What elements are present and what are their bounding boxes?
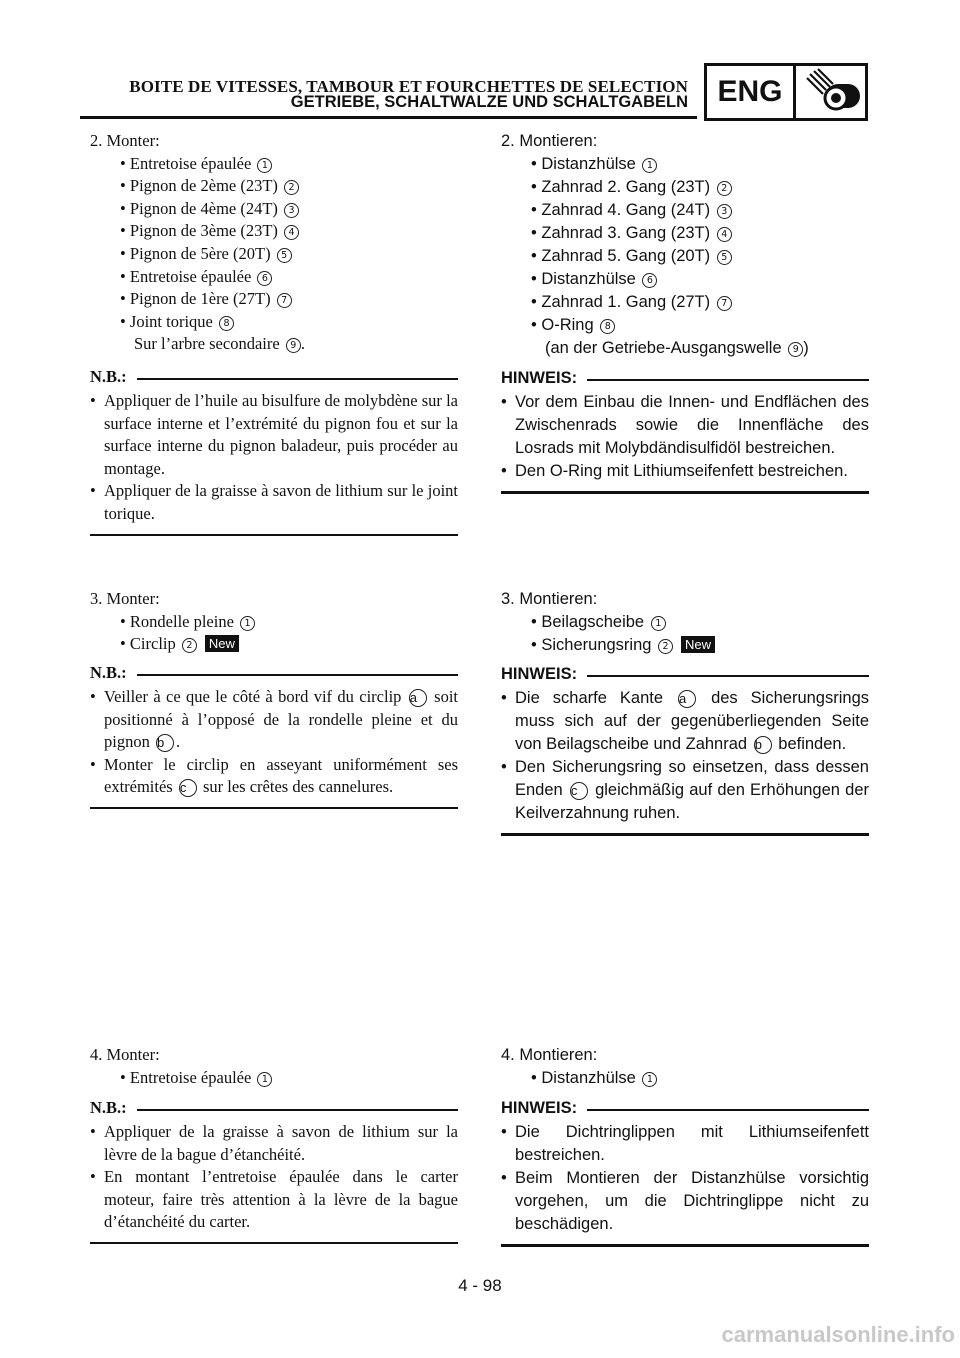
eng-badge: ENG — [704, 63, 796, 121]
header-title-de: GETRIEBE, SCHALTWALZE UND SCHALTGABELN — [290, 93, 688, 111]
list-item: • Entretoise épaulée 1 — [90, 153, 458, 176]
callout-number: 9 — [286, 338, 301, 353]
fr-note-4 — [90, 1097, 458, 1244]
list-item: • Zahnrad 1. Gang (27T) 7 — [501, 291, 869, 314]
wrench-icon — [793, 63, 868, 121]
list-item: • Zahnrad 2. Gang (23T) 2 — [501, 176, 869, 199]
step-title: 4. Montieren: — [501, 1046, 598, 1064]
de-note-2 — [501, 367, 869, 494]
new-part-badge: New — [681, 636, 715, 653]
note-end-rule — [90, 1242, 458, 1245]
note-rule — [137, 378, 458, 381]
note-label: HINWEIS: — [501, 1098, 578, 1117]
note-label: HINWEIS: — [501, 368, 578, 387]
list-item-sub: (an der Getriebe-Ausgangswelle 9 ) — [545, 339, 809, 357]
de-note-3 — [501, 663, 869, 836]
list-item: • Entretoise épaulée 1 — [90, 1067, 458, 1090]
note-item: • Vor dem Einbau die Innen- und Endflächen des Zwischenrads sowie die Innenfläche des Losrads mit Molybdändisulfidöl bestreichen. — [501, 391, 869, 460]
list-item: • Beilagscheibe 1 — [501, 611, 869, 634]
callout-number: 8 — [219, 316, 234, 331]
de-step-4 — [501, 1044, 869, 1090]
step-title: 3. Montieren: — [501, 590, 598, 608]
note-item: • Veiller à ce que le côté à bord vif du circlip a soit positionné à l’opposé de la rondelle pleine et du pignon b . — [90, 686, 458, 754]
fr-note-3 — [90, 662, 458, 809]
callout-number: 2 — [284, 180, 299, 195]
step-title: 2. Montieren: — [501, 132, 598, 150]
callout-number: 2 — [658, 639, 673, 654]
list-item: • Circlip 2 New — [90, 633, 458, 656]
header-rule — [80, 116, 697, 119]
note-rule — [587, 1109, 869, 1112]
note-rule — [137, 1109, 458, 1112]
list-item: • Entretoise épaulée 6 — [90, 266, 458, 289]
list-item: • Pignon de 4ème (24T) 3 — [90, 198, 458, 221]
callout-number: 4 — [284, 225, 299, 240]
note-item: • Die scharfe Kante a des Sicherungsrings muss sich auf der gegenüberliegenden Seite von Beilagscheibe und Zahnrad b befinden. — [501, 687, 869, 756]
watermark: carmanualsonline.info — [721, 1322, 955, 1347]
callout-letter: b — [754, 736, 772, 754]
callout-letter: c — [570, 782, 588, 800]
note-label: N.B.: — [90, 662, 127, 682]
list-item-sub: Sur l’arbre secondaire 9 . — [134, 334, 305, 354]
callout-number: 2 — [717, 181, 732, 196]
callout-number: 1 — [651, 616, 666, 631]
callout-number: 8 — [600, 319, 615, 334]
fr-step-3 — [90, 588, 458, 656]
list-item: • Distanzhülse 1 — [501, 153, 869, 176]
note-rule — [137, 674, 458, 677]
callout-number: 1 — [257, 158, 272, 173]
note-item: • Den O-Ring mit Lithiumseifenfett bestreichen. — [501, 460, 869, 483]
step-title: 4. Monter: — [90, 1045, 160, 1064]
callout-number: 2 — [182, 638, 197, 653]
fr-step-2 — [90, 130, 458, 356]
note-end-rule — [90, 534, 458, 537]
note-item: • Appliquer de la graisse à savon de lithium sur la lèvre de la bague d’étanchéité. — [90, 1121, 458, 1166]
callout-number: 1 — [240, 616, 255, 631]
note-item: • Beim Montieren der Distanzhülse vorsichtig vorgehen, um die Dichtringlippe nicht zu beschädigen. — [501, 1167, 869, 1236]
callout-number: 1 — [642, 158, 657, 173]
note-item: • En montant l’entretoise épaulée dans le carter moteur, faire très attention à la lèvre de la bague d’étanchéité du carter. — [90, 1166, 458, 1234]
note-label: HINWEIS: — [501, 664, 578, 683]
callout-letter: a — [409, 689, 427, 707]
page-number: 4 - 98 — [458, 1276, 502, 1295]
callout-number: 6 — [257, 271, 272, 286]
note-item: • Appliquer de l’huile au bisulfure de molybdène sur la surface interne et l’extrémité du pignon fou et sur la surface interne du pignon baladeur, puis procéder au montage. — [90, 390, 458, 480]
list-item: • Zahnrad 4. Gang (24T) 3 — [501, 199, 869, 222]
note-item: • Die Dichtringlippen mit Lithiumseifenfett bestreichen. — [501, 1121, 869, 1167]
callout-number: 3 — [284, 203, 299, 218]
callout-letter: b — [156, 734, 174, 752]
de-step-2 — [501, 130, 869, 360]
callout-number: 7 — [277, 293, 292, 308]
list-item: • Distanzhülse 1 — [501, 1067, 869, 1090]
list-item: • Zahnrad 5. Gang (20T) 5 — [501, 245, 869, 268]
callout-number: 3 — [717, 204, 732, 219]
note-label: N.B.: — [90, 366, 127, 386]
list-item: • Rondelle pleine 1 — [90, 611, 458, 634]
note-rule — [587, 379, 869, 382]
fr-note-2 — [90, 366, 458, 536]
list-item: • Pignon de 2ème (23T) 2 — [90, 175, 458, 198]
note-item: • Monter le circlip en asseyant uniformément ses extrémités c sur les crêtes des cannelures. — [90, 754, 458, 799]
list-item: • Zahnrad 3. Gang (23T) 4 — [501, 222, 869, 245]
note-end-rule — [90, 807, 458, 810]
callout-number: 4 — [717, 227, 732, 242]
callout-number: 5 — [717, 250, 732, 265]
callout-letter: c — [179, 779, 197, 797]
new-part-badge: New — [205, 635, 239, 652]
de-step-3 — [501, 588, 869, 657]
callout-number: 6 — [642, 273, 657, 288]
note-end-rule — [501, 1244, 869, 1247]
callout-number: 7 — [717, 296, 732, 311]
note-rule — [587, 675, 869, 678]
de-note-4 — [501, 1097, 869, 1247]
list-item: • Joint torique 8 — [90, 311, 458, 334]
list-item: • Distanzhülse 6 — [501, 268, 869, 291]
list-item: • O-Ring 8 — [501, 314, 869, 337]
callout-number: 1 — [642, 1072, 657, 1087]
callout-number: 5 — [277, 248, 292, 263]
note-item: • Appliquer de la graisse à savon de lithium sur le joint torique. — [90, 480, 458, 525]
callout-number: 9 — [788, 342, 803, 357]
list-item: • Pignon de 1ère (27T) 7 — [90, 288, 458, 311]
header-title-fr: BOITE DE VITESSES, TAMBOUR ET FOURCHETTES DE SELECTION — [129, 77, 688, 96]
note-label: N.B.: — [90, 1097, 127, 1117]
note-end-rule — [501, 833, 869, 836]
callout-number: 1 — [257, 1072, 272, 1087]
callout-letter: a — [678, 690, 696, 708]
list-item: • Pignon de 3ème (23T) 4 — [90, 220, 458, 243]
note-item: • Den Sicherungsring so einsetzen, dass dessen Enden c gleichmäßig auf den Erhöhungen der Keilverzahnung ruhen. — [501, 756, 869, 825]
fr-step-4 — [90, 1044, 458, 1089]
list-item: • Pignon de 5ère (20T) 5 — [90, 243, 458, 266]
note-end-rule — [501, 491, 869, 494]
step-title: 2. Monter: — [90, 131, 160, 150]
step-title: 3. Monter: — [90, 589, 160, 608]
list-item: • Sicherungsring 2 New — [501, 634, 869, 657]
